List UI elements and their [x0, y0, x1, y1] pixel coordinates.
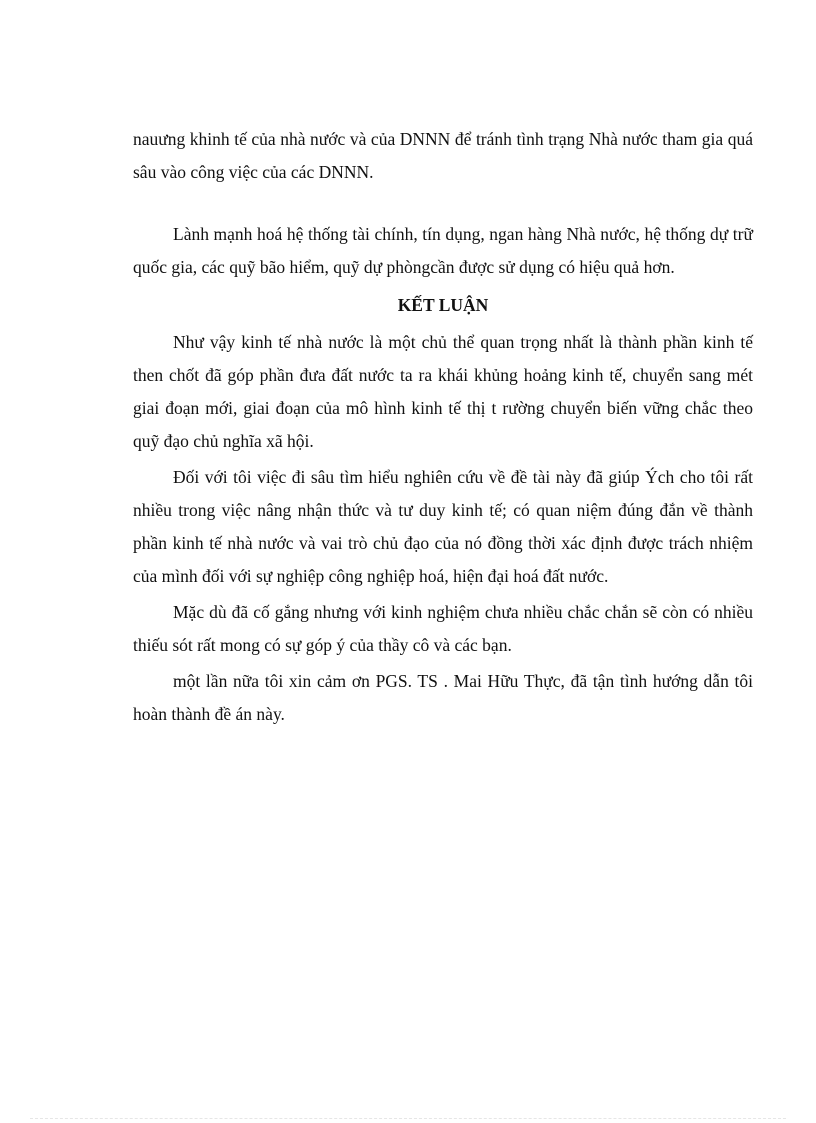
conclusion-paragraph-4: một lần nữa tôi xin cảm ơn PGS. TS . Mai Hữu Thực, đã tận tình hướng dẫn tôi hoàn thành đề án này. — [133, 671, 753, 724]
paragraph-continuation: nauưng khinh tế của nhà nước và của DNNN để tránh tình trạng Nhà nước tham gia quá sâu vào công việc của các DNNN. — [133, 129, 753, 182]
conclusion-paragraph-2: Đối với tôi việc đi sâu tìm hiểu nghiên cứu về đề tài này đã giúp Ých cho tôi rất nhiều trong việc nâng nhận thức và tư duy kinh tế; có quan niệm đúng đắn về thành phần kinh tế nhà nước và vai trò chủ đạo của nó đồng thời xác định được trách nhiệm của mình đối với sự nghiệp công nghiệp hoá, hiện đại hoá đất nước. — [133, 467, 753, 586]
document-body — [133, 123, 753, 731]
page-bottom-divider — [30, 1118, 786, 1119]
section-heading-conclusion: KẾT LUẬN — [397, 295, 489, 315]
conclusion-paragraph-1: Như vậy kinh tế nhà nước là một chủ thể quan trọng nhất là thành phần kinh tế then chốt đã góp phần đưa đất nước ta ra khái khủng hoảng kinh tế, chuyển sang mét giai đoạn mới, giai đoạn của mô hình kinh tế thị t rường chuyển biến vững chắc theo quỹ đạo chủ nghĩa xã hội. — [133, 332, 753, 451]
paragraph-finance-system: Lành mạnh hoá hệ thống tài chính, tín dụng, ngan hàng Nhà nước, hệ thống dự trữ quốc gia, các quỹ bão hiểm, quỹ dự phòngcần được sử dụng có hiệu quả hơn. — [133, 224, 753, 277]
conclusion-paragraph-3: Mặc dù đã cố gắng nhưng với kinh nghiệm chưa nhiều chắc chắn sẽ còn có nhiều thiếu sót rất mong có sự góp ý của thầy cô và các bạn. — [133, 602, 753, 655]
